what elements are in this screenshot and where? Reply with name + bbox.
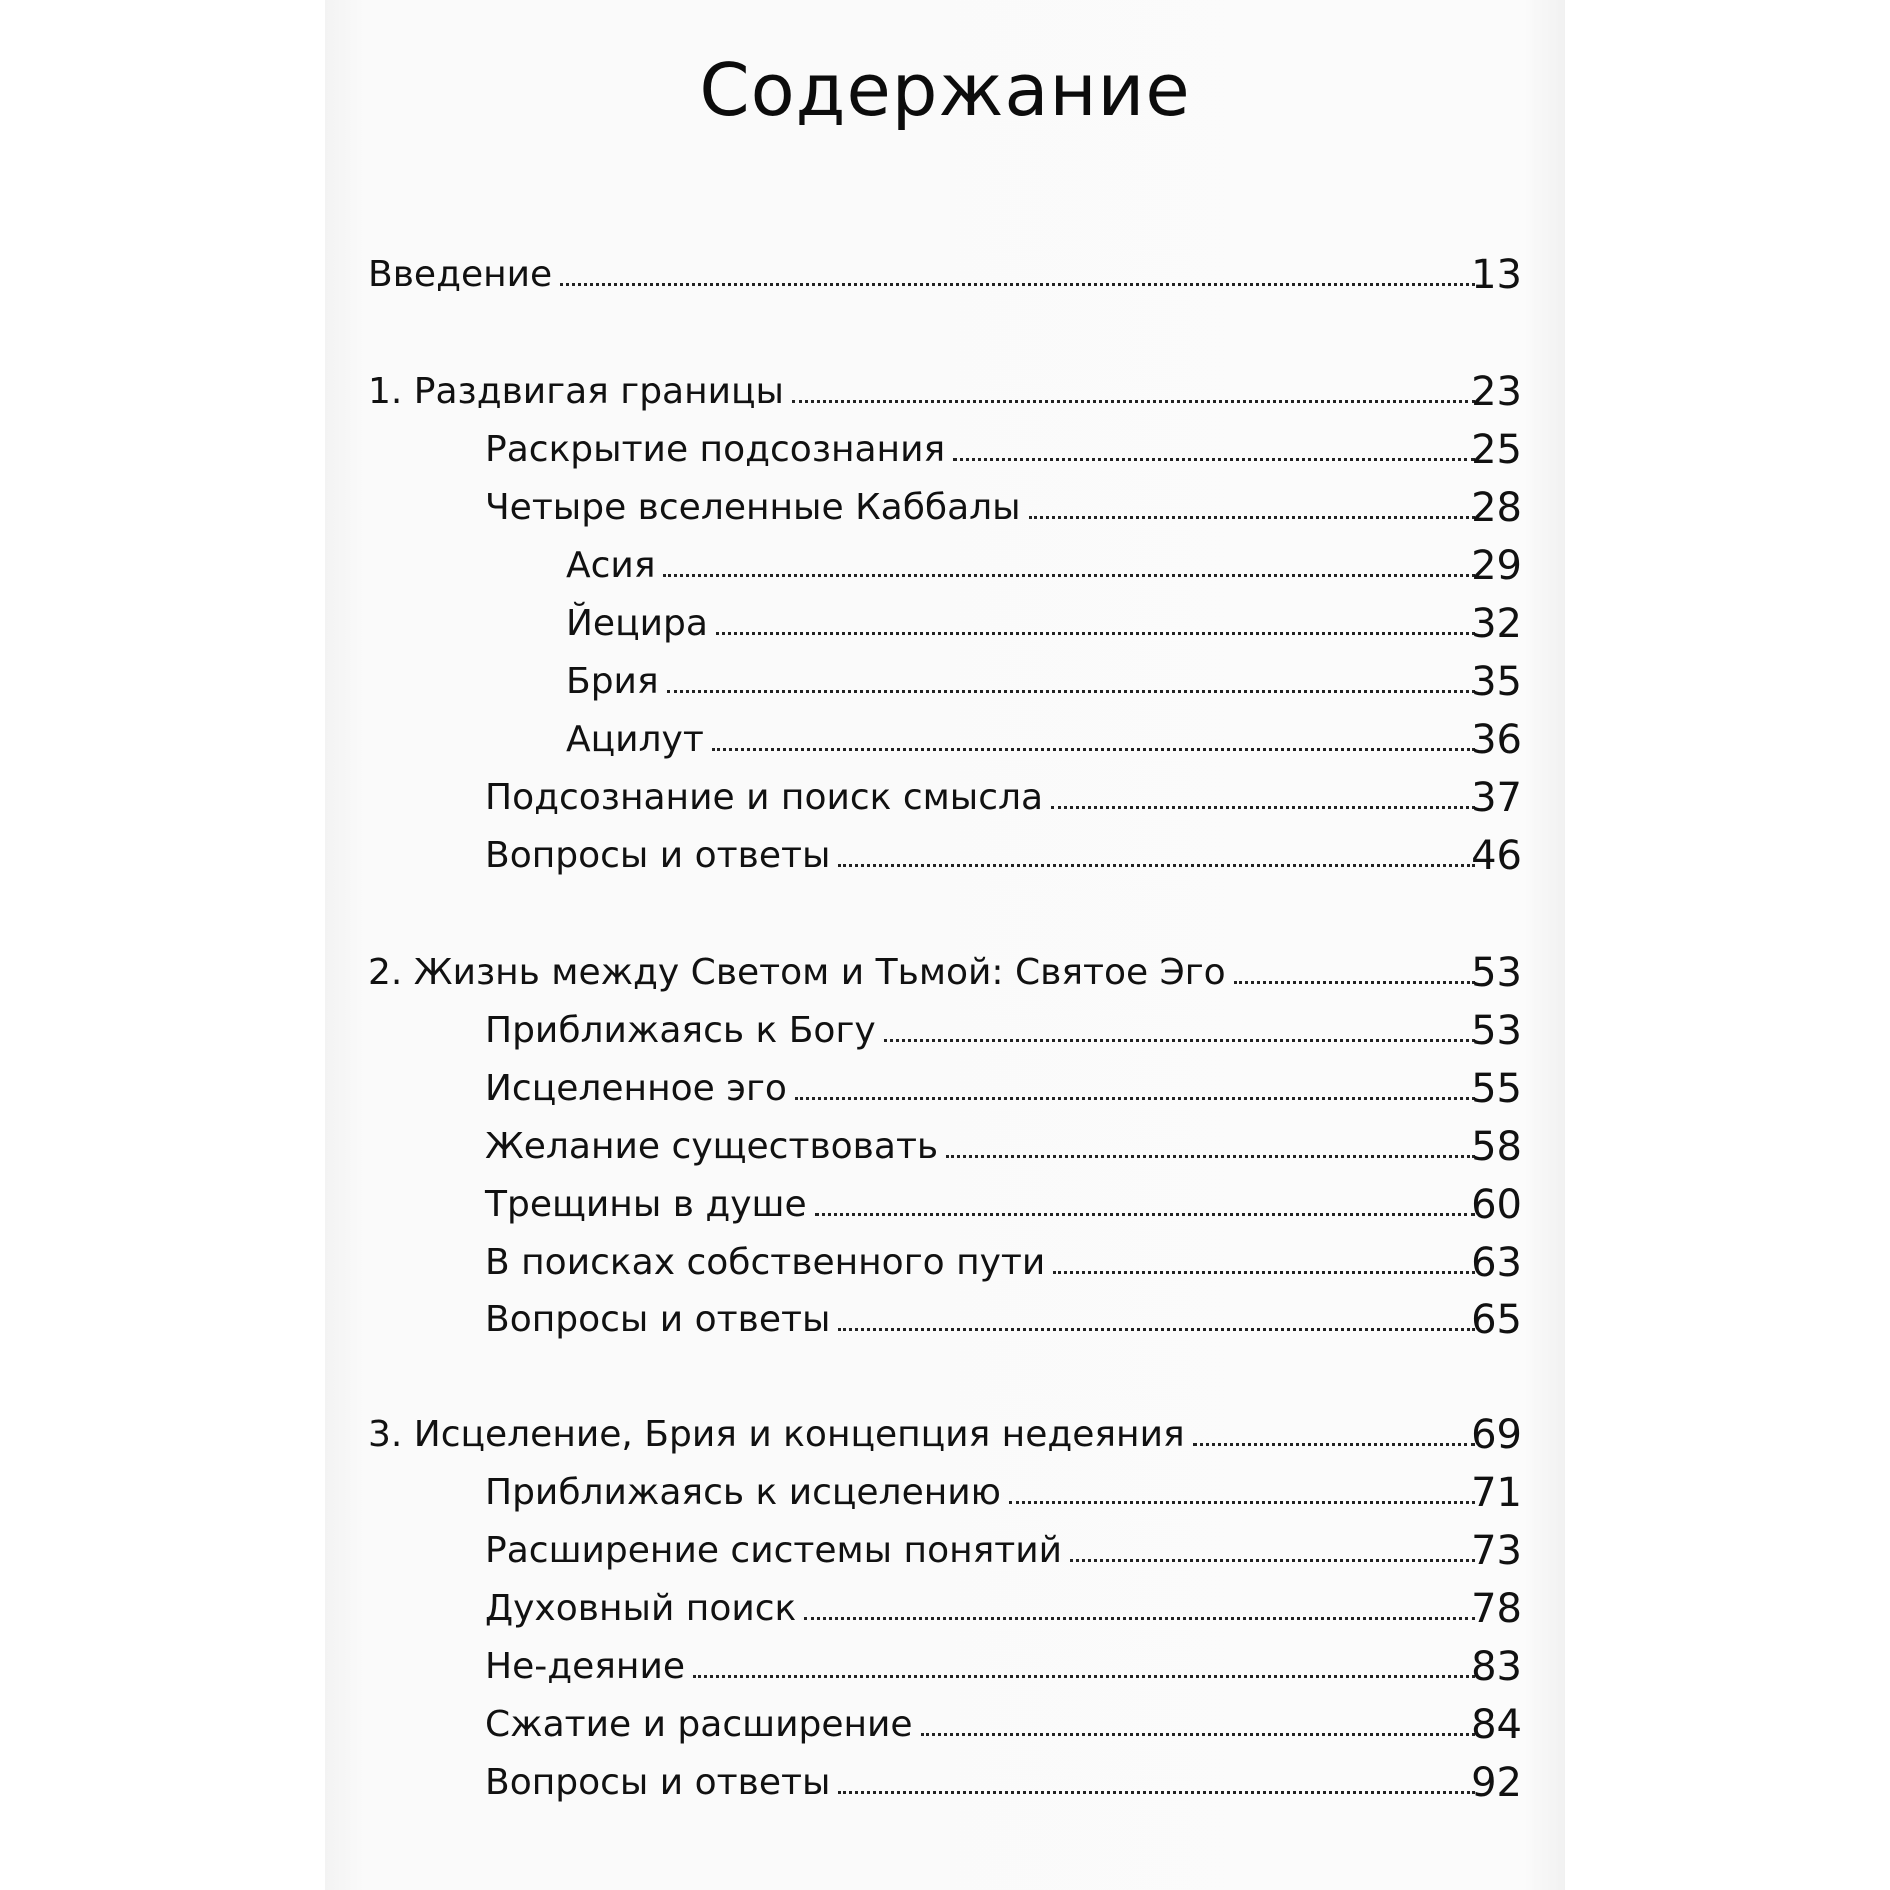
toc-entry-page: 78 <box>1471 1586 1522 1632</box>
toc-entry-subsection <box>0 711 1890 769</box>
toc-entry-title: Приближаясь к Богу <box>485 1010 876 1051</box>
toc-entry-page: 55 <box>1471 1066 1522 1112</box>
dot-leader <box>884 1039 1475 1042</box>
toc-entry-section <box>0 1060 1890 1118</box>
toc-entry-section <box>0 1002 1890 1060</box>
toc-entry-section <box>0 1580 1890 1638</box>
toc-entry-page: 46 <box>1471 833 1522 879</box>
toc-entry-page: 63 <box>1471 1240 1522 1286</box>
toc-entry-page: 53 <box>1471 1008 1522 1054</box>
toc-entry-title: Вопросы и ответы <box>485 1299 831 1340</box>
toc-entry-section <box>0 1234 1890 1292</box>
toc-entry-section <box>0 1696 1890 1754</box>
toc-entry-section <box>0 1176 1890 1234</box>
dot-leader <box>815 1213 1475 1216</box>
toc-entry-title: Подсознание и поиск смысла <box>485 777 1044 818</box>
toc-entry-page: 65 <box>1471 1297 1522 1343</box>
toc-entry-page: 58 <box>1471 1124 1522 1170</box>
dot-leader <box>795 1097 1475 1100</box>
toc-entry-page: 23 <box>1471 369 1522 415</box>
dot-leader <box>663 574 1475 577</box>
toc-entry-title: Приближаясь к исцелению <box>485 1472 1001 1513</box>
toc-entry-title: Асия <box>566 545 656 586</box>
toc-entry-section <box>0 827 1890 885</box>
dot-leader <box>1029 516 1475 519</box>
toc-entry-title: Вопросы и ответы <box>485 1762 831 1803</box>
dot-leader <box>953 458 1475 461</box>
toc-entry-page: 13 <box>1471 252 1522 298</box>
dot-leader <box>1053 1271 1475 1274</box>
toc-entry-title: Ацилут <box>566 719 704 760</box>
toc-entry-title: Раскрытие подсознания <box>485 429 946 470</box>
toc-entry-subsection <box>0 537 1890 595</box>
toc-entry-section <box>0 1464 1890 1522</box>
toc-entry-title: Духовный поиск <box>485 1588 797 1629</box>
dot-leader <box>560 283 1475 286</box>
toc-entry-chapter <box>0 246 1890 304</box>
toc-entry-title: Йецира <box>566 603 708 644</box>
dot-leader <box>693 1675 1475 1678</box>
dot-leader <box>838 1791 1475 1794</box>
toc-entry-page: 36 <box>1471 717 1522 763</box>
toc-entry-chapter <box>0 944 1890 1002</box>
toc-entry-page: 84 <box>1471 1702 1522 1748</box>
toc-entry-chapter <box>0 1406 1890 1464</box>
dot-leader <box>1234 981 1475 984</box>
toc-entry-title: Введение <box>368 254 553 295</box>
dot-leader <box>792 400 1475 403</box>
toc-entry-section <box>0 769 1890 827</box>
toc-entry-page: 32 <box>1471 601 1522 647</box>
dot-leader <box>1009 1501 1475 1504</box>
toc-entry-title: Желание существовать <box>485 1126 939 1167</box>
toc-entry-page: 92 <box>1471 1760 1522 1806</box>
toc-entry-section <box>0 1638 1890 1696</box>
toc-entry-page: 29 <box>1471 543 1522 589</box>
dot-leader <box>921 1733 1475 1736</box>
dot-leader <box>1193 1443 1475 1446</box>
toc-entry-page: 73 <box>1471 1528 1522 1574</box>
toc-entry-section <box>0 1291 1890 1349</box>
toc-entry-page: 69 <box>1471 1412 1522 1458</box>
toc-entry-title: Не-деяние <box>485 1646 685 1687</box>
toc-entry-page: 53 <box>1471 950 1522 996</box>
toc-entry-page: 37 <box>1471 775 1522 821</box>
toc-entry-title: Четыре вселенные Каббалы <box>485 487 1021 528</box>
toc-entry-section <box>0 1118 1890 1176</box>
toc-entry-page: 71 <box>1471 1470 1522 1516</box>
toc-entry-page: 60 <box>1471 1182 1522 1228</box>
dot-leader <box>712 748 1475 751</box>
toc-entry-title: 1. Раздвигая границы <box>368 371 784 412</box>
toc-entry-chapter <box>0 363 1890 421</box>
page-title: Содержание <box>699 48 1191 132</box>
dot-leader <box>838 1328 1475 1331</box>
dot-leader <box>804 1617 1475 1620</box>
toc-entry-title: 3. Исцеление, Брия и концепция недеяния <box>368 1414 1185 1455</box>
toc-entry-title: 2. Жизнь между Светом и Тьмой: Святое Эго <box>368 952 1226 993</box>
toc-entry-title: Вопросы и ответы <box>485 835 831 876</box>
dot-leader <box>838 864 1475 867</box>
toc-entry-section <box>0 1754 1890 1812</box>
toc-entry-subsection <box>0 595 1890 653</box>
toc-entry-title: Трещины в душе <box>485 1184 807 1225</box>
toc-entry-page: 28 <box>1471 485 1522 531</box>
toc-entry-section <box>0 479 1890 537</box>
toc-entry-title: В поисках собственного пути <box>485 1242 1046 1283</box>
toc-entry-subsection <box>0 653 1890 711</box>
dot-leader <box>1070 1559 1475 1562</box>
toc-entry-section <box>0 421 1890 479</box>
toc-entry-title: Исцеленное эго <box>485 1068 787 1109</box>
dot-leader <box>716 632 1475 635</box>
toc-entry-title: Расширение системы понятий <box>485 1530 1063 1571</box>
toc-entry-page: 35 <box>1471 659 1522 705</box>
dot-leader <box>1051 806 1475 809</box>
toc-entry-page: 25 <box>1471 427 1522 473</box>
dot-leader <box>946 1155 1475 1158</box>
toc-entry-page: 83 <box>1471 1644 1522 1690</box>
toc-entry-section <box>0 1522 1890 1580</box>
toc-entry-title: Сжатие и расширение <box>485 1704 913 1745</box>
toc-entry-title: Брия <box>566 661 659 702</box>
dot-leader <box>667 690 1475 693</box>
